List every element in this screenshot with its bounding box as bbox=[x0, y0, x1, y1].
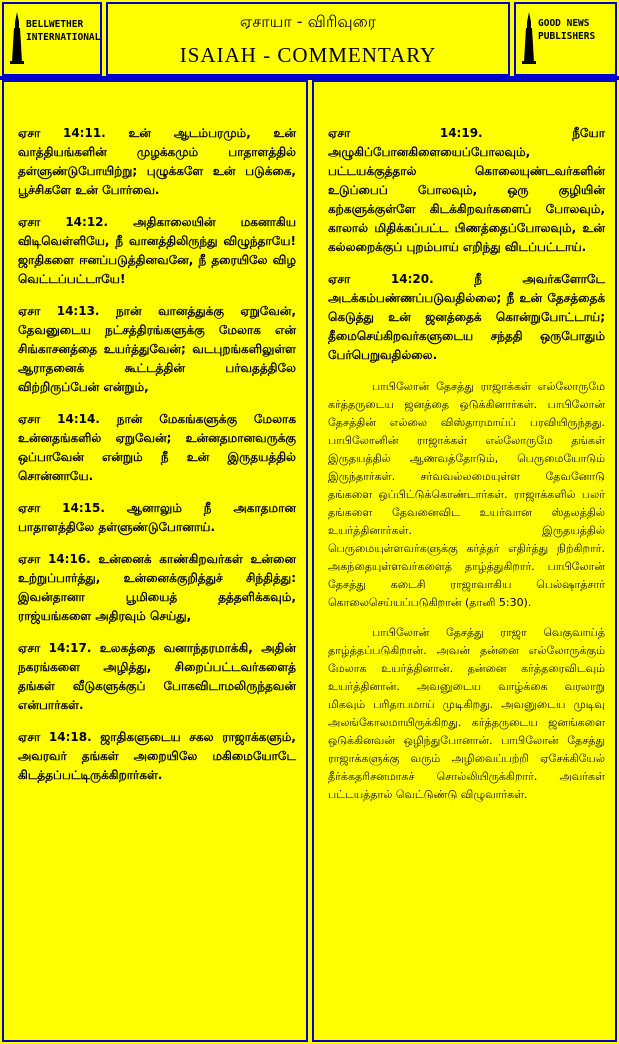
right-column bbox=[312, 80, 617, 1042]
right-logo-line2: PUBLISHERS bbox=[538, 31, 596, 42]
tower-icon bbox=[10, 12, 24, 64]
commentary-paragraph: பாபிலோன் தேசத்து ராஜா வெகுவாய்த் தாழ்த்தப்படுகிறான். அவன் தன்னை எல்லோருக்கும் மேலாக உயர்த்தினான். தன்னை கர்த்தரைவிடவும் உயர்த்தினான். அவனுடைய வாழ்க்கை வரலாறு மிகவும் பரிதாபமாய் முடிகிறது. அவனுடைய முடிவு அலங்கோலமாயிருக்கிறது. கர்த்தருடைய ஜனங்களை ஒடுக்கினவன் ஒழிந்துபோனான். பாபிலோன் தேசத்து ராஜாக்களுக்கு வரும் அழிவைப்பற்றி ஏசேக்கியேல் தீர்க்கதரிசனமாகச் சொல்லியிருக்கிறார். அவர்கள் பட்டயத்தால் வெட்டுண்டு விழுவார்கள். bbox=[328, 626, 605, 801]
commentary-paragraph: பாபிலோன் தேசத்து ராஜாக்கள் எல்லோருமே கர்த்தருடைய ஜனத்தை ஒடுக்கினார்கள். பாபிலோன் தேசத்தின் எல்லை விஸ்தாரமாய்ப் பரவியிருந்தது. பாபிலோனின் ராஜாக்கள் எல்லோருமே தங்கள் இருதயத்தில் ஆணவத்தோடும், பெருமையோடும் இருந்தார்கள். சர்வவல்லமையுள்ள தேவனோடு தங்களை ஒப்பிட்டுக்கொண்டார்கள். ராஜாக்களில் பலர் தங்களை தேவனைவிட உயர்வான ஸ்தலத்தில் உயர்த்தினார்கள். இருதயத்தில் பெருமையுள்ளவர்களுக்கு கர்த்தர் எதிர்த்து நிற்கிறார். அகந்தையுள்ளவர்களைத் தாழ்த்துகிறார். பாபிலோன் தேசத்து கடைசி ராஜாவாகிய பெல்ஷாத்சார் கொலைசெய்யப்படுகிறான் (தானி 5:30). bbox=[328, 380, 605, 609]
right-column-text bbox=[328, 124, 605, 816]
title-english: ISAIAH - COMMENTARY bbox=[179, 43, 437, 67]
left-logo-line2: INTERNATIONAL bbox=[26, 32, 101, 43]
title-panel bbox=[106, 2, 510, 76]
verse-14-14: ஏசா 14:14. நான் மேகங்களுக்கு மேலாக உன்னதங்களில் ஏறுவேன்; உன்னதமானவருக்கு ஒப்பாவேன் என்றும் நீ உன் இருதயத்தில் சொன்னாயே. bbox=[18, 412, 296, 483]
left-logo-line1: BELLWETHER bbox=[26, 19, 84, 30]
verse-14-15: ஏசா 14:15. ஆனாலும் நீ அகாதமான பாதாளத்திலே தள்ளுண்டுபோனாய். bbox=[18, 501, 296, 534]
left-column-text bbox=[18, 124, 296, 798]
left-column bbox=[2, 80, 308, 1042]
left-logo-panel bbox=[2, 2, 102, 76]
verse-14-11: ஏசா 14:11. உன் ஆடம்பரமும், உன் வாத்தியங்களின் முழக்கமும் பாதாளத்தில் தள்ளுண்டுபோயிற்று; புழுக்களே உன் படுக்கை, பூச்சிகளே உன் போர்வை. bbox=[18, 126, 296, 197]
verse-14-19: ஏசா 14:19. நீயோ அழுகிப்போனகிளையைப்போலவும், பட்டயக்குத்தால் கொலையுண்டவர்களின் உடுப்பைப் போலவும், ஒரு குழியின் கற்களுக்குள்ளே கிடக்கிறவர்களைப் போலவும், காலால் மிதிக்கப்பட்ட பிணத்தைப்போலவும், உன் கல்லறைக்குப் புறம்பாய் எறிந்து விடப்பட்டாய். bbox=[328, 126, 605, 254]
left-logo-text bbox=[26, 18, 100, 44]
verse-14-12: ஏசா 14:12. அதிகாலையின் மகனாகிய விடிவெள்ளியே, நீ வானத்திலிருந்து விழுந்தாயே! ஜாதிகளை ஈனப்படுத்தினவனே, நீ தரையிலே விழ வெட்டப்பட்டாயே! bbox=[18, 215, 296, 286]
right-logo-panel bbox=[514, 2, 617, 76]
right-logo-line1: GOOD NEWS bbox=[538, 18, 590, 29]
right-logo-text bbox=[538, 17, 595, 43]
verse-14-18: ஏசா 14:18. ஜாதிகளுடைய சகல ராஜாக்களும், அவரவர் தங்கள் அறையிலே மகிமையோடே கிடத்தப்பட்டிருக்கிறார்கள். bbox=[18, 730, 296, 782]
verse-14-17: ஏசா 14:17. உலகத்தை வனாந்தரமாக்கி, அதின் நகரங்களை அழித்து, சிறைப்பட்டவர்களைத் தங்கள் வீடுகளுக்குப் போகவிடாமலிருந்தவன் என்பார்கள். bbox=[18, 641, 296, 712]
tower-icon bbox=[522, 12, 536, 64]
verse-14-20: ஏசா 14:20. நீ அவர்களோடே அடக்கம்பண்ணப்படுவதில்லை; நீ உன் தேசத்தைக் கெடுத்து உன் ஜனத்தைக் கொன்றுபோட்டாய்; தீமைசெய்கிறவர்களுடைய சந்ததி ஒருபோதும் பேர்பெறுவதில்லை. bbox=[328, 272, 605, 362]
title-tamil: ஏசாயா - விரிவுரை bbox=[239, 12, 377, 31]
verse-14-13: ஏசா 14:13. நான் வானத்துக்கு ஏறுவேன், தேவனுடைய நட்சத்திரங்களுக்கு மேலாக என் சிங்காசனத்தை உயர்த்துவேன்; வடபுறங்களிலுள்ள ஆராதனைக் கூட்டத்தின் பர்வதத்திலே விற்றிருப்பேன் என்றும், bbox=[18, 304, 296, 394]
verse-14-16: ஏசா 14:16. உன்னைக் காண்கிறவர்கள் உன்னை உற்றுப்பார்த்து, உன்னைக்குறித்துச் சிந்தித்து: இவன்தானா பூமியைத் தத்தளிக்கவும், ராஜ்யங்களை அதிரவும் செய்து, bbox=[18, 552, 296, 623]
